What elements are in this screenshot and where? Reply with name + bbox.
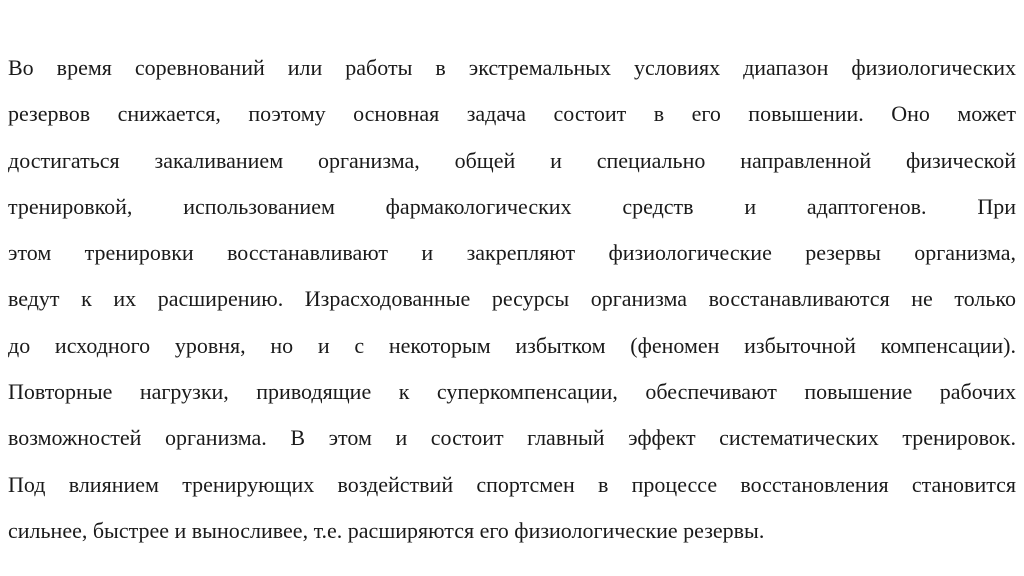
paragraph-line-5: этом тренировки восстанавливают и закрепляют физиологические резервы организма, bbox=[8, 240, 1016, 266]
paragraph-line-4: тренировкой, использованием фармакологических средств и адаптогенов. При bbox=[8, 193, 1016, 219]
paragraph-line-2: резервов снижается, поэтому основная задача состоит в его повышении. Оно может bbox=[8, 101, 1016, 127]
paragraph-line-8: Повторные нагрузки, приводящие к суперкомпенсации, обеспечивают повышение рабочих bbox=[8, 379, 1016, 405]
paragraph-line-6: ведут к их расширению. Израсходованные ресурсы организма восстанавливаются не только bbox=[8, 286, 1016, 312]
paragraph bbox=[8, 45, 1016, 554]
paragraph-line-11: сильнее, быстрее и выносливее, т.е. расширяются его физиологические резервы. bbox=[8, 517, 765, 543]
paragraph-line-1: Во время соревнований или работы в экстремальных условиях диапазон физиологических bbox=[8, 55, 1016, 80]
paragraph-line-7: до исходного уровня, но и с некоторым избытком (феномен избыточной компенсации). bbox=[8, 332, 1016, 358]
paragraph-line-3: достигаться закаливанием организма, общей и специально направленной физической bbox=[8, 147, 1016, 173]
paragraph-line-10: Под влиянием тренирующих воздействий спортсмен в процессе восстановления становится bbox=[8, 471, 1016, 497]
paragraph-line-9: возможностей организма. В этом и состоит главный эффект систематических тренировок. bbox=[8, 425, 1016, 451]
